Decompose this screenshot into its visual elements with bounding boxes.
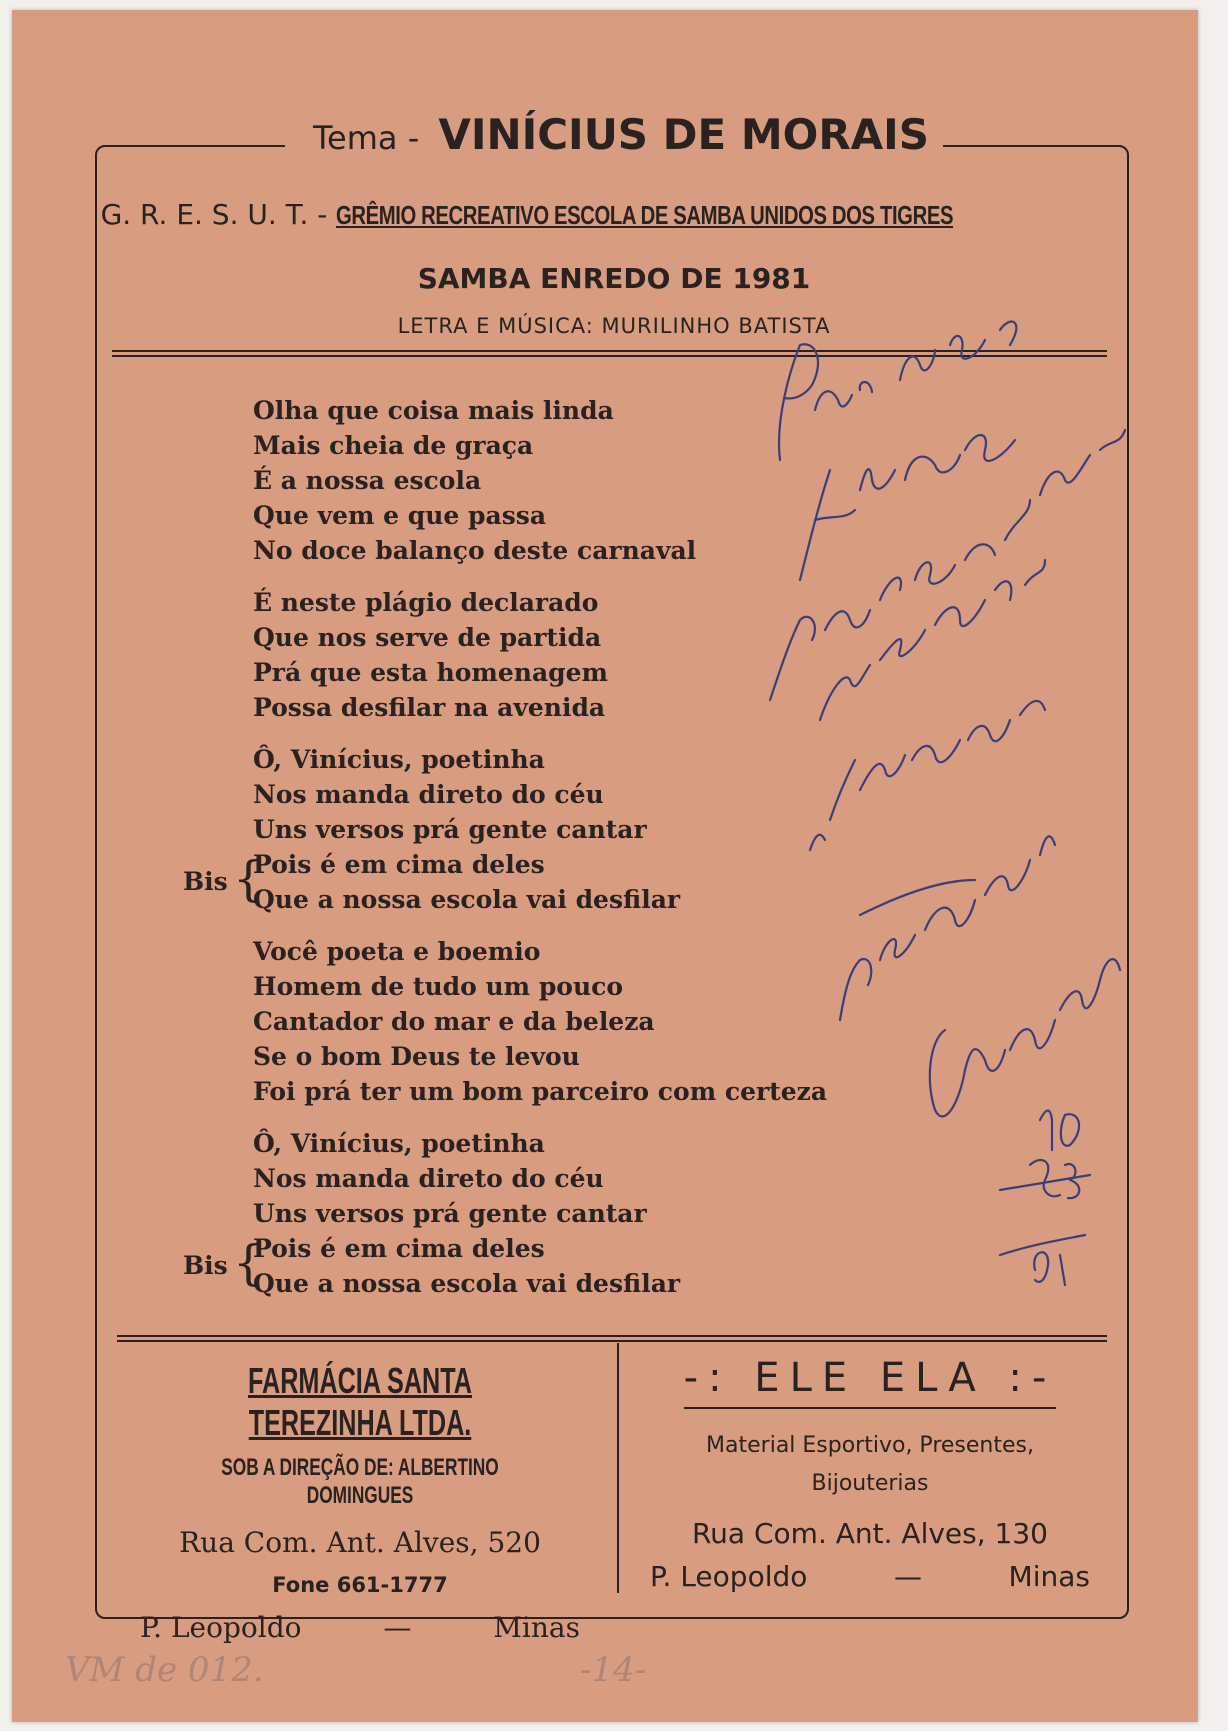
- lyric-line: Uns versos prá gente cantar: [253, 1199, 647, 1228]
- bis-label: Bis: [183, 867, 228, 896]
- stanza-2: [253, 585, 953, 725]
- shop-address: Rua Com. Ant. Alves, 130: [691, 1517, 1048, 1550]
- theme-name: VINÍCIUS DE MORAIS: [438, 110, 930, 159]
- pharmacy-ad: [130, 1360, 590, 1644]
- theme-label: Tema -: [299, 119, 433, 157]
- organization-name: GRÊMIO RECREATIVO ESCOLA DE SAMBA UNIDOS DOS TIGRES: [336, 200, 954, 230]
- footer-divider: [617, 1343, 619, 1593]
- lyric-line: É a nossa escola: [253, 466, 482, 495]
- city-name: P. Leopoldo: [140, 1611, 302, 1644]
- pencil-archive-number: VM de 012.: [65, 1650, 264, 1690]
- lyric-line: É neste plágio declarado: [253, 588, 599, 617]
- lyric-line: Olha que coisa mais linda: [253, 396, 614, 425]
- city-dash: —: [893, 1560, 922, 1593]
- stanza-3: [183, 742, 953, 917]
- lyric-line: Cantador do mar e da beleza: [253, 1007, 655, 1036]
- shop-name: -: ELE ELA :-: [684, 1355, 1057, 1409]
- pencil-page-number: -14-: [580, 1650, 647, 1690]
- lyric-line: Ô, Vinícius, poetinha: [253, 1129, 545, 1158]
- pharmacy-address: Rua Com. Ant. Alves, 520: [179, 1526, 541, 1559]
- city-name: P. Leopoldo: [650, 1560, 808, 1593]
- footer-rule: [117, 1335, 1107, 1337]
- lyric-line: Pois é em cima deles: [253, 1234, 545, 1263]
- shop-city: [640, 1560, 1100, 1593]
- organization-acronym: G. R. E. S. U. T. -: [100, 198, 328, 231]
- footer-rule-double: [117, 1340, 1107, 1342]
- lyric-line: Mais cheia de graça: [253, 431, 534, 460]
- lyric-line: Homem de tudo um pouco: [253, 972, 624, 1001]
- pharmacy-phone: Fone 661-1777: [272, 1573, 448, 1597]
- shop-ad: [640, 1355, 1100, 1593]
- theme-title: [0, 110, 1228, 159]
- pharmacy-name: FARMÁCIA SANTA TEREZINHA LTDA.: [248, 1360, 472, 1443]
- state-name: Minas: [1008, 1560, 1090, 1593]
- lyric-line: Possa desfilar na avenida: [253, 693, 606, 722]
- lyric-line: Que a nossa escola vai desfilar: [253, 1269, 681, 1298]
- header-rule-double: [112, 355, 1107, 357]
- lyric-line: Nos manda direto do céu: [253, 780, 604, 809]
- city-dash: —: [383, 1611, 412, 1644]
- lyric-line: Nos manda direto do céu: [253, 1164, 604, 1193]
- stanza-5: [183, 1126, 953, 1301]
- lyrics-block: [183, 393, 953, 1318]
- organization-line: [0, 198, 1228, 231]
- stanza-4: [253, 934, 953, 1109]
- lyric-line: No doce balanço deste carnaval: [253, 536, 697, 565]
- lyric-line: Você poeta e boemio: [253, 937, 541, 966]
- lyric-line: Que nos serve de partida: [253, 623, 602, 652]
- bis-label: Bis: [183, 1251, 228, 1280]
- state-name: Minas: [493, 1611, 580, 1644]
- pharmacy-direction: SOB A DIREÇÃO DE: ALBERTINO DOMINGUES: [221, 1454, 499, 1509]
- shop-desc-line: Material Esportivo, Presentes,: [706, 1433, 1034, 1458]
- lyric-line: Que a nossa escola vai desfilar: [253, 885, 681, 914]
- lyric-line: Prá que esta homenagem: [253, 658, 608, 687]
- pharmacy-city: [130, 1611, 590, 1644]
- header-rule: [112, 350, 1107, 352]
- stanza-1: [253, 393, 953, 568]
- lyric-line: Que vem e que passa: [253, 501, 547, 530]
- samba-subtitle: SAMBA ENREDO DE 1981: [417, 262, 811, 295]
- lyric-line: Uns versos prá gente cantar: [253, 815, 647, 844]
- bis-brace: {: [233, 1235, 264, 1291]
- credits-line: LETRA E MÚSICA: MURILINHO BATISTA: [397, 314, 831, 338]
- lyric-line: Ô, Vinícius, poetinha: [253, 745, 545, 774]
- shop-description: [640, 1427, 1100, 1503]
- shop-desc-line: Bijouterias: [811, 1471, 929, 1496]
- lyric-line: Pois é em cima deles: [253, 850, 545, 879]
- lyric-line: Foi prá ter um bom parceiro com certeza: [253, 1077, 828, 1106]
- lyric-line: Se o bom Deus te levou: [253, 1042, 580, 1071]
- bis-brace: {: [233, 851, 264, 907]
